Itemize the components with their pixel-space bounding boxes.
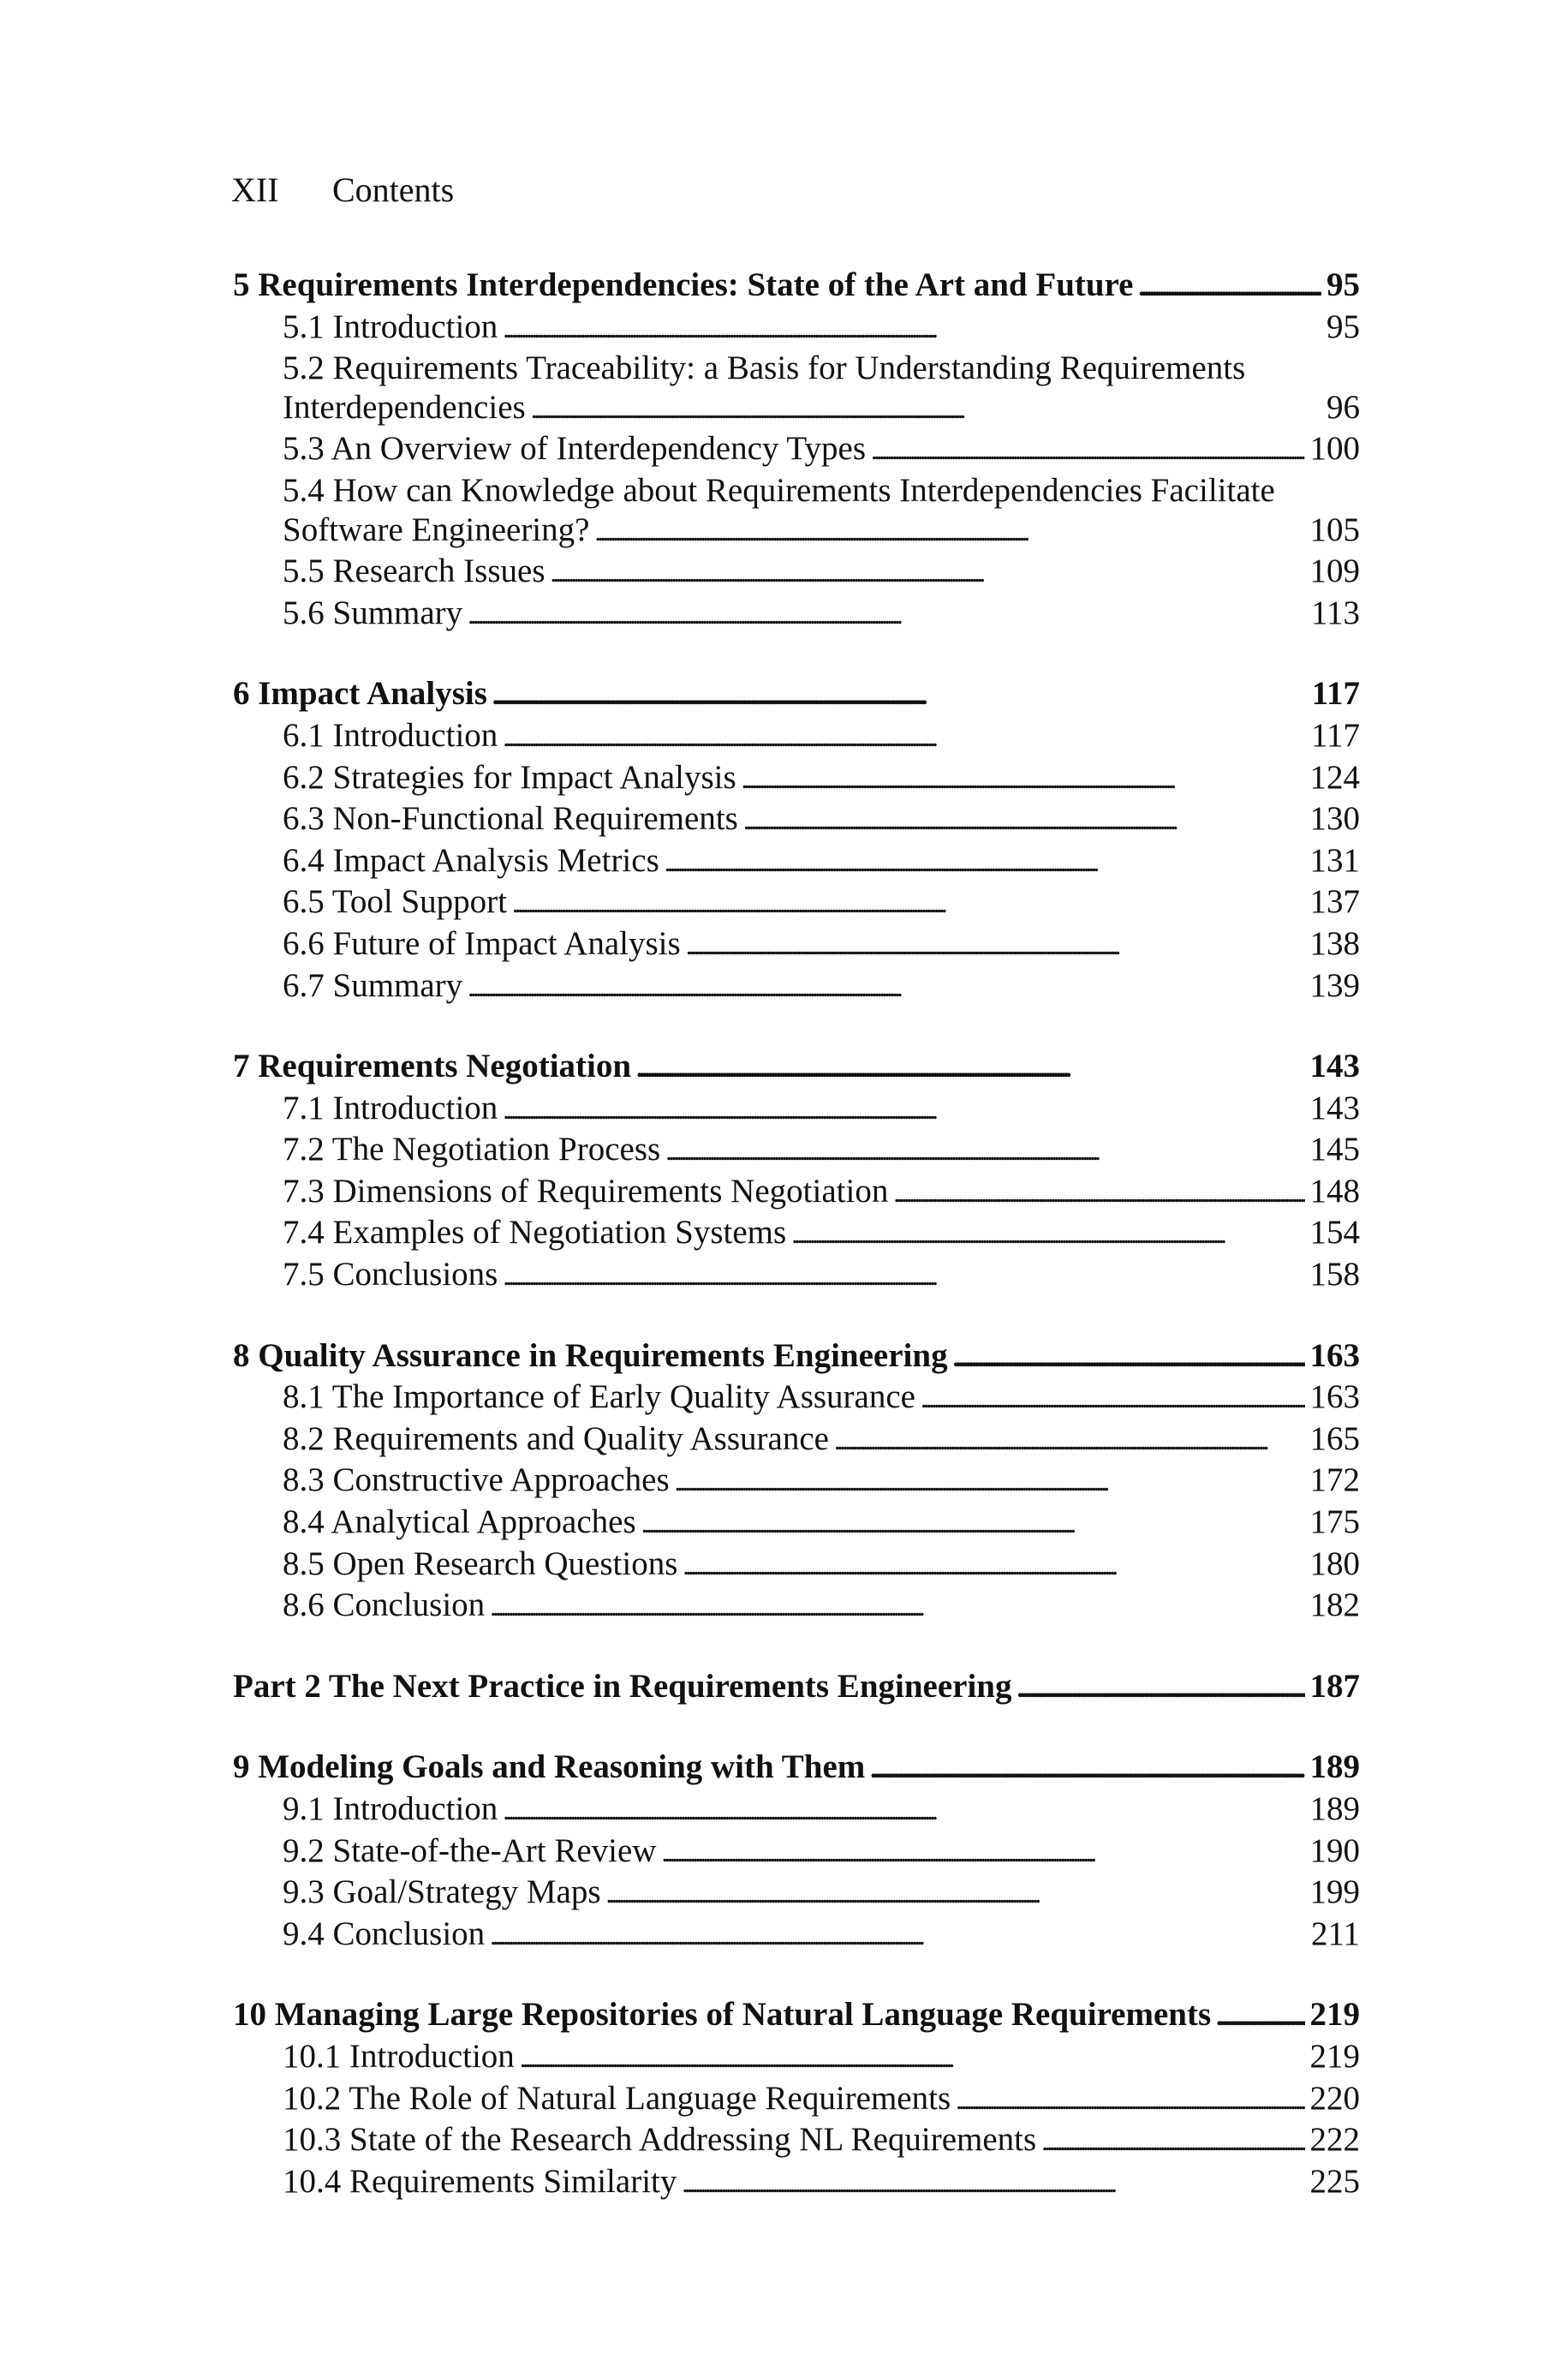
toc-entry[interactable]: 7.4 Examples of Negotiation Systems . . . 154 <box>233 1213 1360 1255</box>
page-ref: 100 <box>1309 430 1360 468</box>
page-ref: 211 <box>1310 1915 1360 1952</box>
toc-entry[interactable]: 9.4 Conclusion . . . 211 <box>233 1915 1360 1957</box>
dot-leader <box>503 1089 1304 1131</box>
page-ref: 165 <box>1309 1419 1360 1457</box>
toc-entry-continued[interactable]: Software Engineering? . . . 105 <box>233 511 1360 553</box>
toc-chapter-6 <box>233 674 1360 1007</box>
chapter-heading[interactable]: 10 Managing Large Repositories of Natural Language Requirements . . . 219 <box>233 1995 1360 2037</box>
dot-leader <box>870 1748 1304 1789</box>
page-ref: 124 <box>1309 758 1360 796</box>
chapter-heading[interactable]: 6 Impact Analysis . . . 117 <box>233 674 1360 716</box>
dot-leader <box>551 552 1305 594</box>
toc-chapter-5 <box>233 266 1360 635</box>
dot-leader <box>468 966 1304 1008</box>
dot-leader <box>503 1789 1304 1831</box>
dot-leader <box>641 1503 1305 1545</box>
toc-entry[interactable]: 6.2 Strategies for Impact Analysis . . . 124 <box>233 758 1360 800</box>
toc-entry[interactable]: 5.3 An Overview of Interdependency Types . . . 100 <box>233 429 1360 471</box>
page-ref: 163 <box>1309 1378 1360 1416</box>
page-ref: 109 <box>1309 553 1360 590</box>
dot-leader <box>520 2037 1305 2079</box>
page-ref: 137 <box>1309 883 1360 921</box>
toc-entry[interactable]: 7.2 The Negotiation Process . . . 145 <box>233 1130 1360 1172</box>
page-ref: 117 <box>1310 716 1360 754</box>
dot-leader <box>490 1586 1304 1628</box>
chapter-heading[interactable]: 9 Modeling Goals and Reasoning with Them . . . 189 <box>233 1748 1360 1789</box>
page-ref: 95 <box>1327 308 1360 345</box>
page-ref: 220 <box>1309 2079 1360 2117</box>
dot-leader <box>490 1915 1306 1957</box>
page-ref: 95 <box>1327 266 1360 303</box>
dot-leader <box>956 2079 1304 2121</box>
page-ref: 219 <box>1309 1996 1360 2034</box>
dot-leader <box>606 1873 1305 1915</box>
page-ref: 190 <box>1309 1831 1360 1869</box>
dot-leader <box>871 429 1304 471</box>
dot-leader <box>921 1377 1305 1419</box>
chapter-heading[interactable]: 7 Requirements Negotiation . . . 143 <box>233 1047 1360 1089</box>
dot-leader <box>636 1047 1304 1089</box>
toc-entry[interactable]: 8.5 Open Research Questions . . . 180 <box>233 1545 1360 1586</box>
page-ref: 189 <box>1309 1790 1360 1827</box>
page-ref: 199 <box>1309 1873 1360 1911</box>
dot-leader <box>791 1213 1304 1255</box>
toc-entry[interactable]: 8.3 Constructive Approaches . . . 172 <box>233 1461 1360 1503</box>
toc-entry[interactable]: 8.2 Requirements and Quality Assurance . . . 165 <box>233 1419 1360 1461</box>
table-of-contents <box>233 266 1360 2243</box>
toc-entry[interactable]: 10.3 State of the Research Addressing NL Requirements . . . 222 <box>233 2120 1360 2162</box>
page-ref: 96 <box>1327 388 1360 426</box>
part-heading[interactable]: Part 2 The Next Practice in Requirements Engineering . . . 187 <box>233 1667 1360 1709</box>
page-ref: 222 <box>1309 2121 1360 2159</box>
dot-leader <box>531 388 1321 430</box>
toc-entry[interactable]: 5.1 Introduction . . . 95 <box>233 308 1360 350</box>
toc-entry[interactable]: 6.3 Non-Functional Requirements . . . 130 <box>233 799 1360 841</box>
page-ref: 105 <box>1309 511 1360 548</box>
dot-leader <box>594 511 1304 553</box>
dot-leader <box>665 1130 1304 1172</box>
page-ref: 145 <box>1309 1131 1360 1168</box>
dot-leader <box>503 308 1321 350</box>
dot-leader <box>742 758 1305 800</box>
dot-leader <box>665 841 1305 883</box>
dot-leader <box>492 674 1307 716</box>
page-ref: 163 <box>1309 1336 1360 1374</box>
toc-entry[interactable]: 8.1 The Importance of Early Quality Assurance . . . 163 <box>233 1377 1360 1419</box>
toc-entry[interactable]: 9.1 Introduction . . . 189 <box>233 1789 1360 1831</box>
toc-entry[interactable]: 6.7 Summary . . . 139 <box>233 966 1360 1008</box>
page-ref: 172 <box>1309 1461 1360 1499</box>
page-ref: 130 <box>1309 800 1360 838</box>
toc-entry[interactable]: 7.5 Conclusions . . . 158 <box>233 1255 1360 1297</box>
dot-leader <box>503 1255 1304 1297</box>
toc-entry[interactable]: 10.2 The Role of Natural Language Requirements . . . 220 <box>233 2079 1360 2121</box>
page-ref: 189 <box>1309 1748 1360 1786</box>
dot-leader <box>683 1545 1304 1586</box>
page-ref: 113 <box>1310 594 1360 631</box>
toc-entry[interactable]: 6.4 Impact Analysis Metrics . . . 131 <box>233 841 1360 883</box>
page-ref: 117 <box>1311 675 1360 713</box>
toc-entry[interactable]: 6.5 Tool Support . . . 137 <box>233 882 1360 924</box>
toc-entry[interactable]: 7.3 Dimensions of Requirements Negotiation . . . 148 <box>233 1172 1360 1214</box>
dot-leader <box>512 882 1305 924</box>
toc-entry[interactable]: 10.1 Introduction . . . 219 <box>233 2037 1360 2079</box>
toc-entry[interactable]: 5.5 Research Issues . . . 109 <box>233 552 1360 594</box>
page-ref: 138 <box>1309 924 1360 962</box>
toc-entry[interactable]: 5.2 Requirements Traceability: a Basis for Understanding Requirements <box>283 350 1246 387</box>
page-ref: 158 <box>1309 1256 1360 1294</box>
page-ref: 148 <box>1309 1172 1360 1210</box>
page-number: XII <box>231 170 279 209</box>
dot-leader <box>468 594 1306 636</box>
running-header <box>231 170 454 211</box>
dot-leader <box>661 1831 1304 1873</box>
toc-entry-continued[interactable]: Interdependencies . . . 96 <box>233 388 1360 430</box>
page-ref: 175 <box>1309 1503 1360 1541</box>
page-ref: 225 <box>1309 2162 1360 2200</box>
toc-entry[interactable]: 8.6 Conclusion . . . 182 <box>233 1586 1360 1628</box>
dot-leader <box>1216 1995 1304 2037</box>
toc-chapter-8 <box>233 1336 1360 1628</box>
chapter-heading[interactable]: 5 Requirements Interdependencies: State of the Art and Future . . . 95 <box>233 266 1360 308</box>
toc-entry[interactable]: 6.1 Introduction . . . 117 <box>233 716 1360 758</box>
page-ref: 182 <box>1309 1586 1360 1624</box>
page-ref: 180 <box>1309 1545 1360 1582</box>
page-ref: 131 <box>1309 841 1360 879</box>
toc-entry[interactable]: 9.3 Goal/Strategy Maps . . . 199 <box>233 1873 1360 1915</box>
page-ref: 219 <box>1309 2037 1360 2075</box>
dot-leader <box>1041 2120 1304 2162</box>
toc-chapter-10 <box>233 1995 1360 2203</box>
dot-leader <box>686 924 1305 966</box>
dot-leader <box>1138 266 1321 308</box>
toc-part-2 <box>233 1667 1360 1709</box>
dot-leader <box>675 1461 1305 1503</box>
toc-chapter-7 <box>233 1047 1360 1297</box>
running-title: Contents <box>332 170 455 209</box>
toc-entry[interactable]: 7.1 Introduction . . . 143 <box>233 1089 1360 1131</box>
dot-leader <box>503 716 1306 758</box>
page-ref: 139 <box>1309 966 1360 1004</box>
toc-chapter-9 <box>233 1748 1360 1956</box>
toc-entry[interactable]: 9.2 State-of-the-Art Review . . . 190 <box>233 1831 1360 1873</box>
page-ref: 143 <box>1309 1048 1360 1085</box>
toc-entry[interactable]: 5.6 Summary . . . 113 <box>233 594 1360 636</box>
toc-entry[interactable]: 5.4 How can Knowledge about Requirements Interdependencies Facilitate <box>283 471 1275 509</box>
page-ref: 143 <box>1309 1089 1360 1126</box>
dot-leader <box>893 1172 1304 1214</box>
dot-leader <box>953 1336 1305 1378</box>
dot-leader <box>1017 1667 1305 1709</box>
page-ref: 154 <box>1309 1214 1360 1252</box>
dot-leader <box>743 799 1305 841</box>
dot-leader <box>682 2162 1304 2204</box>
dot-leader <box>834 1419 1305 1461</box>
toc-entry[interactable]: 6.6 Future of Impact Analysis . . . 138 <box>233 924 1360 966</box>
page-ref: 187 <box>1309 1667 1360 1705</box>
chapter-heading[interactable]: 8 Quality Assurance in Requirements Engineering . . . 163 <box>233 1336 1360 1378</box>
toc-entry[interactable]: 10.4 Requirements Similarity . . . 225 <box>233 2162 1360 2204</box>
toc-entry[interactable]: 8.4 Analytical Approaches . . . 175 <box>233 1503 1360 1545</box>
